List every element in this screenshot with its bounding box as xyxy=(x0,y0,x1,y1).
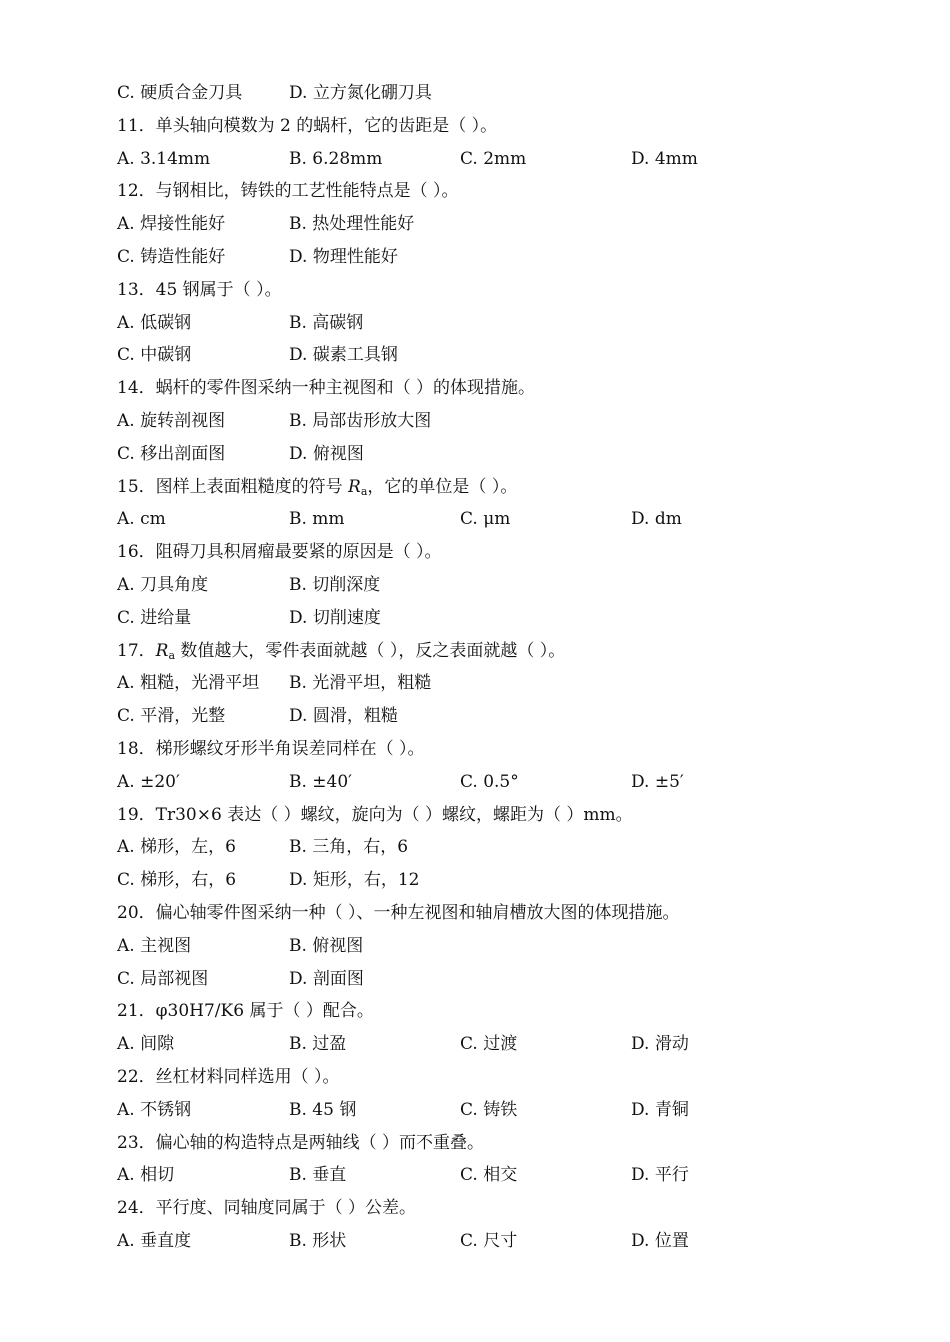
options-row xyxy=(117,766,897,799)
answer-option: B. 高碳钢 xyxy=(289,312,364,333)
answer-option: B. 俯视图 xyxy=(289,935,364,956)
answer-option: A. 粗糙，光滑平坦 xyxy=(117,673,260,694)
answer-option: D. 4mm xyxy=(631,148,698,169)
answer-option: B. 6.28mm xyxy=(289,148,383,169)
answer-option: C. 0.5° xyxy=(460,771,519,792)
question-stem: 11．单头轴向模数为 2 的蜗杆，它的齿距是（ ）。 xyxy=(117,115,498,136)
answer-option: D. 青铜 xyxy=(631,1099,689,1120)
answer-option: D. 矩形，右，12 xyxy=(289,870,420,891)
answer-option: A. 主视图 xyxy=(117,935,192,956)
answer-option: B. 过盈 xyxy=(289,1034,347,1055)
answer-option: A. 相切 xyxy=(117,1165,175,1186)
question-stem: 24．平行度、同轴度同属于（ ）公差。 xyxy=(117,1198,417,1219)
roughness-subscript: a xyxy=(360,484,368,498)
answer-option: B. ±40′ xyxy=(289,771,353,792)
answer-option: A. 垂直度 xyxy=(117,1230,192,1251)
answer-option: C. 局部视图 xyxy=(117,968,209,989)
answer-option: B. 三角，右，6 xyxy=(289,837,409,858)
question-stem: 19．Tr30×6 表达（ ）螺纹，旋向为（ ）螺纹，螺距为（ ）mm。 xyxy=(117,804,633,825)
question-stem: 12．与钢相比，铸铁的工艺性能特点是（ ）。 xyxy=(117,181,459,202)
answer-option: D. 立方氮化硼刀具 xyxy=(289,83,432,103)
question-stem-text: 15．图样上表面粗糙度的符号 xyxy=(117,476,349,497)
options-row xyxy=(117,963,897,996)
question-stem: 14．蜗杆的零件图采纳一种主视图和（ ）的体现措施。 xyxy=(117,378,536,399)
answer-option: A. cm xyxy=(117,509,166,530)
options-row xyxy=(117,1028,897,1061)
answer-option: A. 梯形，左，6 xyxy=(117,837,236,858)
answer-option: C. 铸铁 xyxy=(460,1099,518,1120)
answer-option: D. 俯视图 xyxy=(289,443,364,464)
answer-option: D. 剖面图 xyxy=(289,968,364,989)
roughness-subscript: a xyxy=(168,648,176,662)
roughness-symbol: R xyxy=(155,640,169,661)
question-stem: 23．偏心轴的构造特点是两轴线（ ）而不重叠。 xyxy=(117,1132,485,1153)
options-row xyxy=(117,602,897,635)
question-stem: 13．45 钢属于（ ）。 xyxy=(117,279,282,300)
options-row xyxy=(117,864,897,897)
answer-option: C. 移出剖面图 xyxy=(117,443,226,464)
options-row xyxy=(117,569,897,602)
answer-option: C. 进给量 xyxy=(117,607,192,628)
options-row xyxy=(117,1159,897,1192)
options-row xyxy=(117,208,897,241)
answer-option: C. 铸造性能好 xyxy=(117,246,226,267)
question-stem-text: ，它的单位是（ ）。 xyxy=(367,476,518,497)
answer-option: D. 平行 xyxy=(631,1165,689,1186)
question-stem xyxy=(117,635,897,668)
options-row xyxy=(117,503,897,536)
question-stem: 16．阻碍刀具积屑瘤最要紧的原因是（ ）。 xyxy=(117,542,442,563)
answer-option: D. dm xyxy=(631,509,682,530)
options-row xyxy=(117,143,897,176)
options-row xyxy=(117,438,897,471)
question-stem xyxy=(117,471,897,504)
question-stem-text: 数值越大，零件表面就越（ ），反之表面就越（ ）。 xyxy=(175,640,566,661)
options-row xyxy=(117,930,897,963)
answer-option: B. 局部齿形放大图 xyxy=(289,410,432,431)
question-stem: 21．φ30H7/K6 属于（ ）配合。 xyxy=(117,1001,374,1022)
answer-option: C. 平滑，光整 xyxy=(117,706,226,727)
answer-option: A. 刀具角度 xyxy=(117,574,209,595)
options-row xyxy=(117,405,897,438)
options-row xyxy=(117,1094,897,1127)
answer-option: B. 垂直 xyxy=(289,1165,347,1186)
options-row xyxy=(117,831,897,864)
roughness-symbol: R xyxy=(348,476,361,497)
answer-option: C. 2mm xyxy=(460,148,527,169)
answer-option: A. 旋转剖视图 xyxy=(117,410,226,431)
answer-option: A. 不锈钢 xyxy=(117,1099,192,1120)
answer-option: C. 中碳钢 xyxy=(117,345,192,366)
answer-option: A. 焊接性能好 xyxy=(117,214,226,235)
answer-option: B. 形状 xyxy=(289,1230,347,1251)
answer-option: D. 物理性能好 xyxy=(289,246,398,267)
answer-option: D. ±5′ xyxy=(631,771,684,792)
question-stem: 18．梯形螺纹牙形半角误差同样在（ ）。 xyxy=(117,738,425,759)
answer-option: A. 间隙 xyxy=(117,1034,175,1055)
answer-option: A. ±20′ xyxy=(117,771,180,792)
question-stem: 22．丝杠材料同样选用（ ）。 xyxy=(117,1066,340,1087)
options-row xyxy=(117,1225,897,1258)
options-row xyxy=(117,241,897,274)
answer-option: B. 45 钢 xyxy=(289,1099,357,1120)
options-row xyxy=(117,307,897,340)
answer-option: C. 梯形，右，6 xyxy=(117,870,237,891)
answer-option: A. 3.14mm xyxy=(117,148,211,169)
answer-option: D. 圆滑，粗糙 xyxy=(289,706,398,727)
question-stem-text: 17． xyxy=(117,640,156,661)
options-row xyxy=(117,667,897,700)
answer-option: C. 硬质合金刀具 xyxy=(117,83,243,103)
answer-option: C. μm xyxy=(460,509,511,530)
answer-option: B. 切削深度 xyxy=(289,574,381,595)
answer-option: D. 切削速度 xyxy=(289,607,381,628)
options-row xyxy=(117,77,897,110)
answer-option: C. 过渡 xyxy=(460,1034,518,1055)
answer-option: D. 位置 xyxy=(631,1230,689,1251)
answer-option: B. 光滑平坦，粗糙 xyxy=(289,673,432,694)
answer-option: D. 碳素工具钢 xyxy=(289,345,398,366)
question-stem: 20．偏心轴零件图采纳一种（ ）、一种左视图和轴肩槽放大图的体现措施。 xyxy=(117,902,680,923)
exam-page xyxy=(117,77,897,1258)
answer-option: B. mm xyxy=(289,509,345,530)
answer-option: C. 相交 xyxy=(460,1165,518,1186)
answer-option: A. 低碳钢 xyxy=(117,312,192,333)
answer-option: B. 热处理性能好 xyxy=(289,214,415,235)
answer-option: C. 尺寸 xyxy=(460,1230,518,1251)
options-row xyxy=(117,339,897,372)
answer-option: D. 滑动 xyxy=(631,1034,689,1055)
options-row xyxy=(117,700,897,733)
